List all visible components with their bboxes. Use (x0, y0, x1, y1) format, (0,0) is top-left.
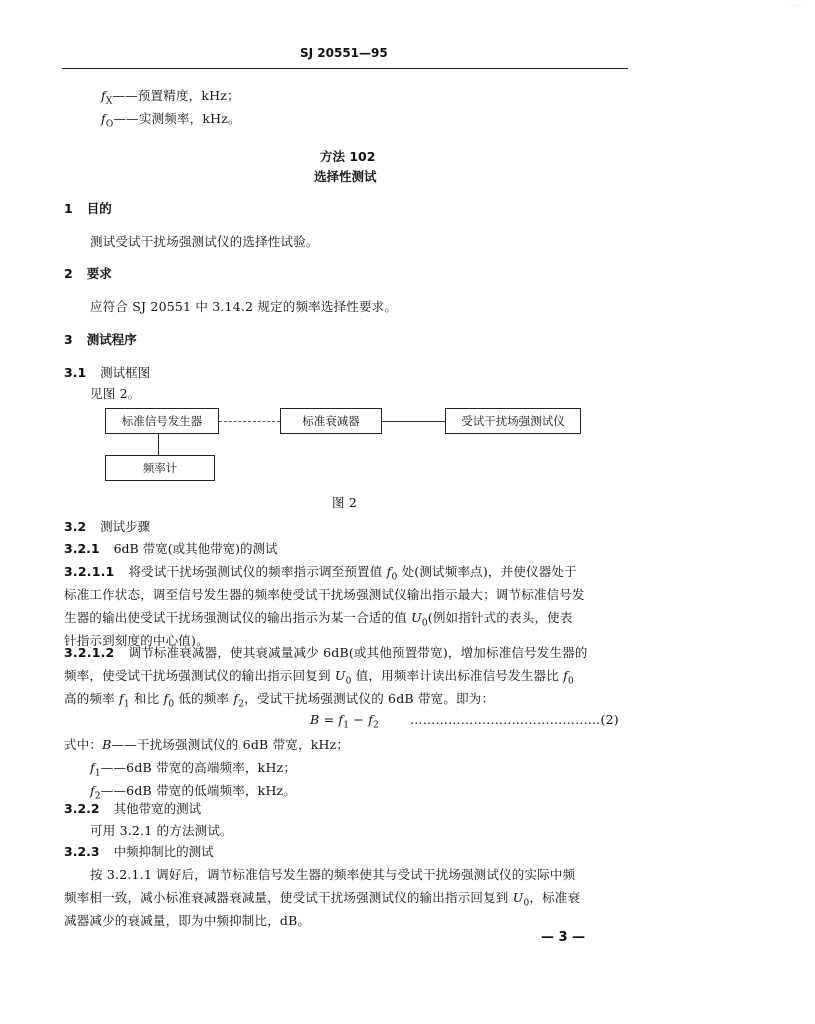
method-subtitle: 选择性测试 (314, 169, 377, 184)
section-3-2-1-heading: 3.2.1 6dB 带宽(或其他带宽)的测试 (64, 541, 278, 556)
standard-number: SJ 20551—95 (300, 46, 388, 60)
section-2-body: 应符合 SJ 20551 中 3.14.2 规定的频率选择性要求。 (90, 299, 398, 314)
formula-dots: ………………………………………(2) (410, 712, 619, 727)
para-3-2-1-2-line1: 3.2.1.2 调节标准衰减器，使其衰减量减少 6dB(或其他预置带宽)，增加标准信号发生器的 (64, 645, 588, 660)
link-gen-counter (158, 433, 159, 455)
para-3-2-3-line3: 减器减少的衰减量，即为中频抑制比，dB。 (64, 913, 311, 928)
section-3-2-3-heading: 3.2.3 中频抑制比的测试 (64, 844, 214, 859)
section-3-heading: 3 测试程序 (64, 332, 137, 347)
section-1-body: 测试受试干扰场强测试仪的选择性试验。 (90, 234, 319, 249)
def-fx: $f_X——$预置精度，kHz； (101, 88, 240, 107)
link-gen-att (219, 421, 280, 422)
box-dut: 受试干扰场强测试仪 (445, 408, 581, 434)
para-3-2-1-2-line3: 高的频率 $f_1$ 和比 $f_0$ 低的频率 $f_2$，受试干扰场强测试仪的 6dB 带宽。即为： (64, 691, 495, 710)
para-3-2-1-2-line2: 频率，使受试干扰场强测试仪的输出指示回复到 $U_0$ 值，用频率计读出标准信号发生器比 $f_0$ (64, 668, 574, 687)
box-signal-generator: 标准信号发生器 (105, 408, 219, 434)
para-3-2-1-1-line1: 3.2.1.1 将受试干扰场强测试仪的频率指示调至预置值 $f_0$ 处(测试频率点)，并使仪器处于 (64, 564, 577, 583)
figure-caption: 图 2 (332, 495, 358, 510)
section-3-2-2-body: 可用 3.2.1 的方法测试。 (90, 823, 233, 838)
def-fo: $f_O——$实测频率，kHz。 (101, 111, 241, 130)
box-attenuator: 标准衰减器 (280, 408, 382, 434)
where-b: 式中：B——干扰场强测试仪的 6dB 带宽，kHz； (64, 737, 350, 752)
para-3-2-1-1-line3: 生器的输出使受试干扰场强测试仪的输出指示为某一合适的值 $U_0$(例如指针式的表头，使表 (64, 610, 573, 629)
para-3-2-1-1-line4: 针指示到刻度的中心值)。 (64, 633, 209, 648)
section-3-1-body: 见图 2。 (90, 386, 141, 401)
para-3-2-1-1-line2: 标准工作状态，调至信号发生器的频率使受试干扰场强测试仪输出指示最大；调节标准信号发 (64, 587, 585, 602)
section-3-2-heading: 3.2 测试步骤 (64, 519, 151, 534)
link-att-dut (382, 421, 445, 422)
where-f1: $f_1——6dB$ 带宽的高端频率，kHz； (90, 760, 297, 779)
section-3-2-2-heading: 3.2.2 其他带宽的测试 (64, 801, 202, 816)
para-3-2-3-line1: 按 3.2.1.1 调好后，调节标准信号发生器的频率使其与受试干扰场强测试仪的实际中频 (90, 867, 576, 882)
formula-2: $B = f_1 - f_2$ (310, 712, 379, 731)
corner-mark: ········· (790, 3, 806, 8)
para-3-2-3-line2: 频率相一致，减小标准衰减器衰减量，使受试干扰场强测试仪的输出指示回复到 $U_0$，标准衰 (64, 890, 581, 909)
header-rule (62, 68, 628, 69)
section-3-1-heading: 3.1 测试框图 (64, 365, 151, 380)
where-f2: $f_2——6dB$ 带宽的低端频率，kHz。 (90, 783, 297, 802)
section-1-heading: 1 目的 (64, 201, 112, 216)
method-title: 方法 102 (320, 149, 376, 164)
box-frequency-counter: 频率计 (105, 455, 215, 481)
page-number: — 3 — (541, 930, 586, 945)
section-2-heading: 2 要求 (64, 266, 112, 281)
